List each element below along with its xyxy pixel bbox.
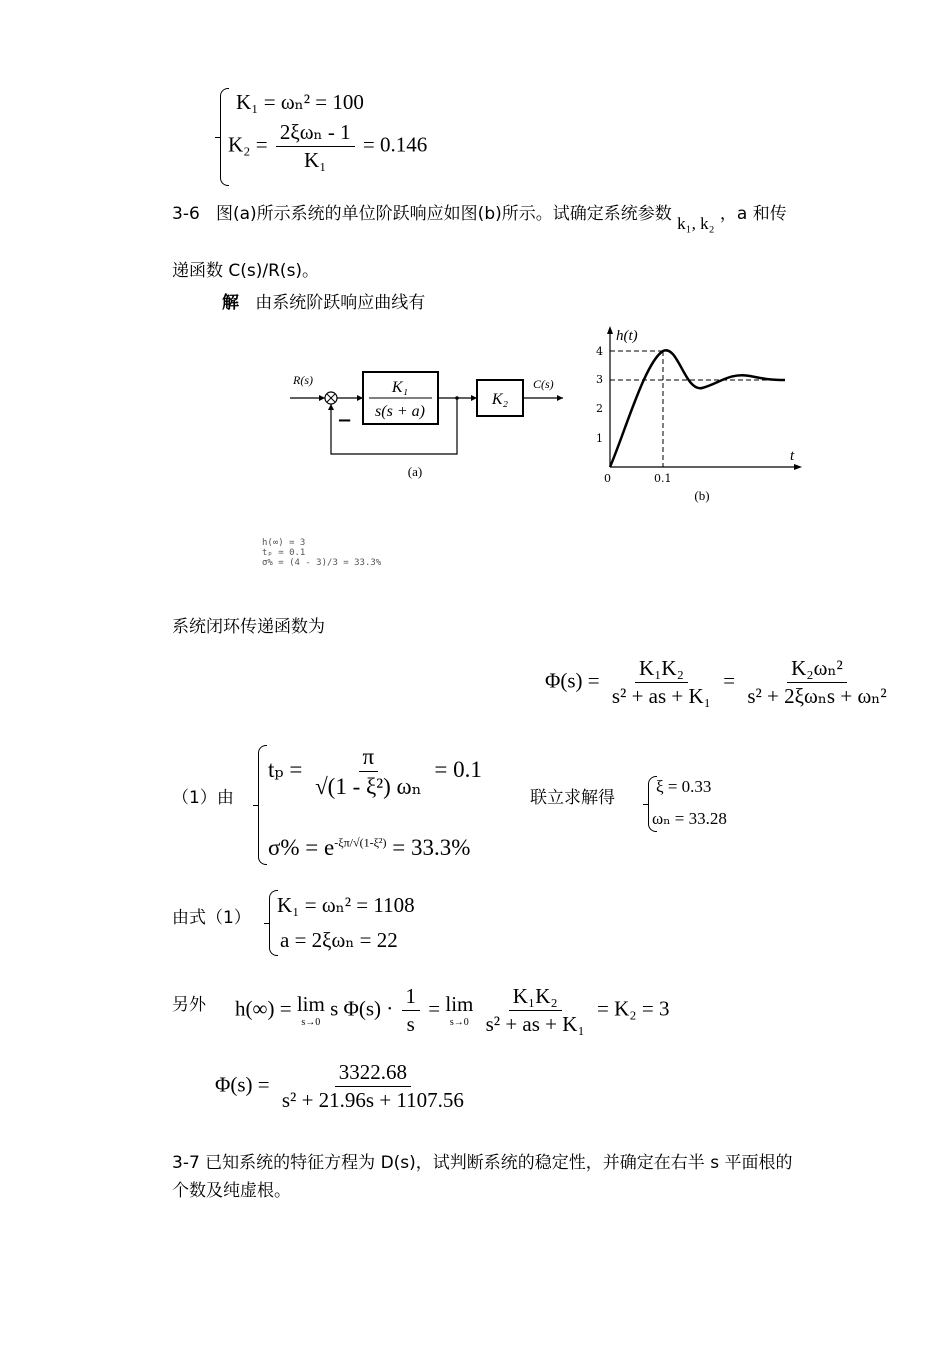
solution-intro	[222, 290, 425, 317]
other-f-den: s² + as + K₁	[485, 1012, 585, 1036]
other-s: s	[406, 1012, 415, 1036]
lim-1-text: lim	[296, 991, 325, 1016]
other-fraction	[482, 986, 589, 1035]
top-k2-lhs: K₂ =	[228, 132, 268, 157]
response-plot	[590, 322, 810, 507]
phi-fraction-1	[608, 658, 715, 707]
ytick-2: 2	[596, 402, 603, 415]
top-k2-rhs: = 0.146	[362, 132, 428, 157]
ytick-1: 1	[596, 432, 603, 445]
step2-label: 由式（1）	[172, 908, 251, 928]
other-equation	[235, 986, 669, 1035]
ytick-3: 3	[596, 373, 603, 386]
closed-loop-label: 系统闭环传递函数为	[172, 617, 325, 637]
other-mid: s Φ(s) ·	[330, 996, 394, 1021]
phi-equation	[545, 658, 894, 707]
step1-label: （1）由	[172, 788, 234, 808]
top-k2-numerator: 2ξωₙ - 1	[276, 122, 355, 147]
phi-f1-num: K₁K₂	[635, 658, 688, 683]
block-1-denominator: s(s + a)	[375, 403, 425, 420]
wn-result: ωₙ = 33.28	[652, 809, 727, 828]
problem-3-7-line2: 个数及纯虚根。	[172, 1181, 291, 1201]
small-system	[262, 538, 381, 568]
block-2-label: K₂	[491, 391, 509, 408]
problem-number: 3-6	[172, 204, 200, 224]
sigma-exponent: -ξπ/√(1-ξ²)	[334, 835, 387, 850]
bd-minus-sign: −	[337, 410, 353, 431]
top-k2-equation	[228, 122, 427, 171]
other-label: 另外	[172, 995, 206, 1015]
other-f-num: K₁K₂	[509, 986, 562, 1011]
sigma-rhs: = 33.3%	[392, 835, 471, 860]
problem-3-6-line2: 递函数 C(s)/R(s)。	[172, 261, 320, 281]
solution-text: 由系统阶跃响应曲线有	[255, 293, 426, 313]
lim-2-under: s→0	[449, 1016, 469, 1028]
problem-3-6-line1	[172, 200, 892, 233]
tp-equation	[268, 745, 482, 798]
plot-ylabel: h(t)	[616, 328, 638, 344]
tp-rhs: = 0.1	[434, 756, 482, 782]
phi-final-lhs: Φ(s) =	[215, 1072, 270, 1097]
plot-caption: (b)	[694, 488, 710, 503]
phi-final-equation	[215, 1062, 471, 1111]
phi-eq-sign: =	[723, 668, 736, 693]
phi-f1-den: s² + as + K₁	[611, 684, 711, 708]
top-k2-denominator: K₁	[303, 148, 327, 172]
xi-result: ξ = 0.33	[656, 777, 712, 796]
top-k1-equation: K₁ = ωₙ² = 100	[236, 90, 364, 114]
step-response-curve	[610, 350, 785, 467]
bd-output-label: C(s)	[533, 377, 554, 391]
phi-final-fraction	[278, 1062, 468, 1111]
solution-label: 解	[222, 293, 239, 313]
lim-1	[296, 991, 325, 1028]
top-k2-fraction	[276, 122, 355, 171]
other-one-over-s	[402, 986, 421, 1035]
problem-3-7-line1: 3-7 已知系统的特征方程为 D(s)，试判断系统的稳定性，并确定在右半 s 平面根的	[172, 1153, 793, 1173]
step2-a: a = 2ξωₙ = 22	[280, 928, 398, 952]
other-lhs: h(∞) =	[235, 996, 292, 1021]
tp-fraction	[311, 745, 426, 798]
bd-caption: (a)	[407, 464, 423, 479]
xtick-0: 0	[604, 472, 611, 485]
phi-final-den: s² + 21.96s + 1107.56	[281, 1088, 464, 1112]
tp-num: π	[359, 745, 379, 772]
step2-k1: K₁ = ωₙ² = 1108	[277, 893, 415, 917]
phi-final-num: 3322.68	[335, 1062, 411, 1087]
other-eq2: =	[428, 996, 441, 1021]
phi-fraction-2	[743, 658, 890, 707]
other-rhs: = K₂ = 3	[597, 996, 670, 1021]
sigma-base: σ% = e	[268, 835, 335, 860]
problem-text-end: ，a 和传	[719, 204, 787, 224]
ytick-4: 4	[596, 345, 603, 358]
small-system-line1: h(∞) = 3	[262, 538, 306, 548]
small-system-line3: σ% = (4 - 3)/3 = 33.3%	[262, 558, 382, 568]
tp-den: √(1 - ξ²) ωₙ	[315, 774, 422, 799]
plot-xlabel: t	[790, 448, 795, 464]
solve-label: 联立求解得	[530, 788, 615, 808]
lim-2-text: lim	[445, 991, 474, 1016]
phi-lhs: Φ(s) =	[545, 668, 600, 693]
lim-1-under: s→0	[301, 1016, 321, 1028]
step1-brace	[258, 745, 267, 865]
block-1-numerator: K₁	[391, 379, 409, 396]
bd-input-label: R(s)	[293, 373, 313, 387]
phi-f2-den: s² + 2ξωₙs + ωₙ²	[747, 684, 887, 708]
phi-f2-num: K₂ωₙ²	[787, 658, 847, 683]
lim-2	[445, 991, 474, 1028]
tp-lhs: tₚ =	[268, 756, 303, 782]
problem-params: k₁, k₂	[677, 214, 715, 233]
problem-text: 图(a)所示系统的单位阶跃响应如图(b)所示。试确定系统参数	[216, 204, 672, 224]
small-system-line2: tₚ = 0.1	[262, 548, 306, 558]
xtick-0-1: 0.1	[654, 472, 672, 485]
block-diagram	[285, 360, 575, 485]
sigma-equation	[268, 836, 470, 859]
other-one: 1	[402, 986, 421, 1011]
